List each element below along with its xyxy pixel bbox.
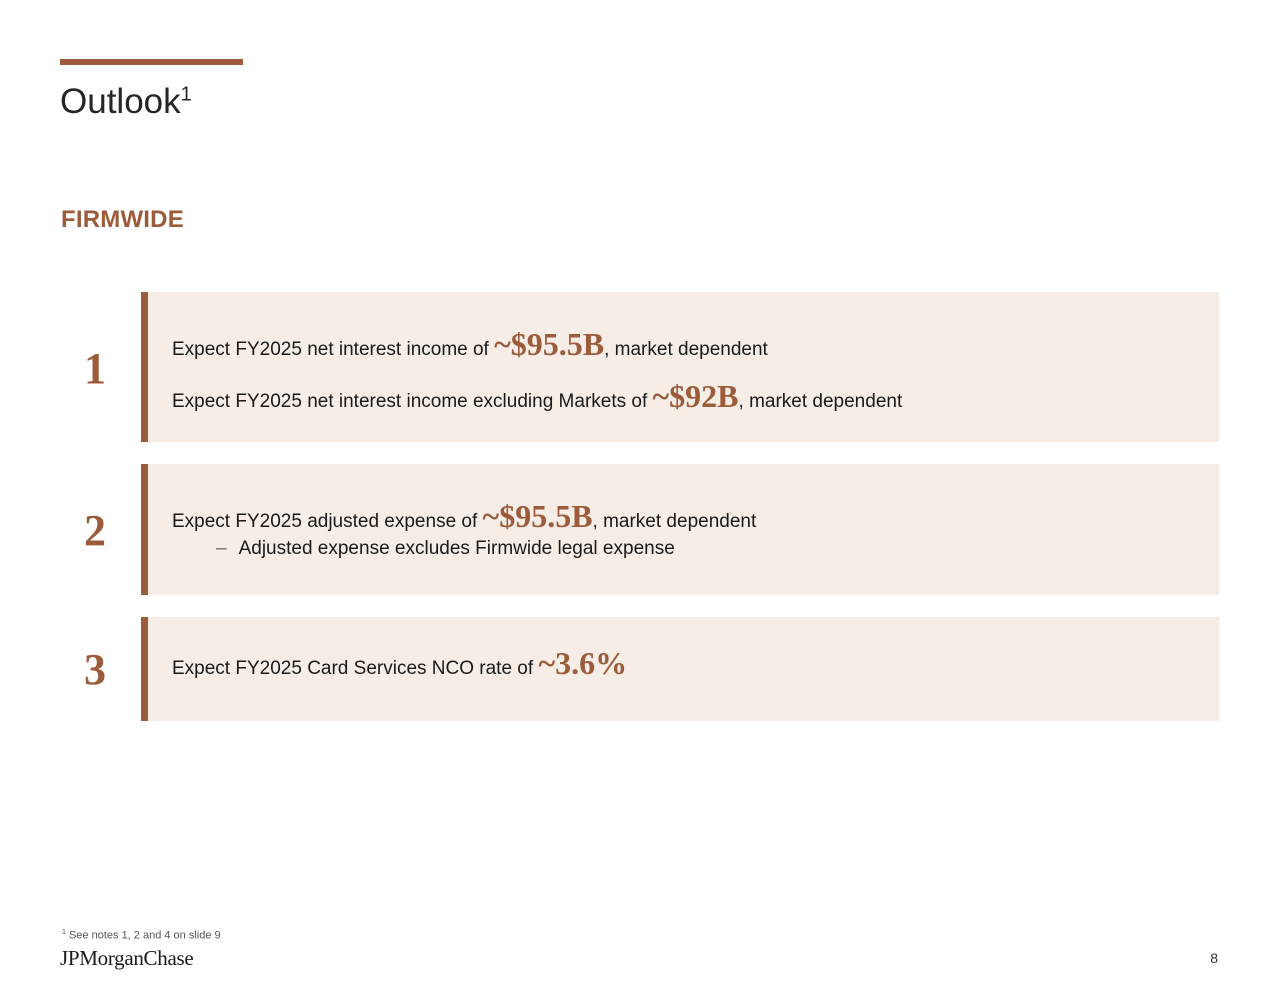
item-number-3: 3	[84, 645, 106, 694]
outlook-line: Expect FY2025 net interest income excluding Markets of ~$92B, market dependent	[172, 378, 903, 414]
footnote: $^1$ See notes 1, 2 and 4 on slide 9	[62, 929, 221, 942]
outlook-line: Expect FY2025 net interest income of ~$95.5B, market dependent	[172, 326, 768, 362]
highlight-value: ~$95.5B	[482, 498, 593, 534]
outlook-card-1	[141, 292, 1219, 442]
outlook-line: Expect FY2025 adjusted expense of ~$95.5B, market dependent	[172, 498, 757, 534]
section-heading: FIRMWIDE	[61, 206, 184, 233]
sub-bullet: – Adjusted expense excludes Firmwide legal expense	[216, 538, 675, 559]
title-accent-rule	[60, 59, 243, 65]
page-number: 8	[1210, 950, 1218, 966]
page-title: Outlook$^1$	[60, 82, 192, 121]
company-logo: JPMorganChase	[60, 946, 194, 970]
dash-bullet-icon: –	[216, 538, 227, 559]
highlight-value: ~$92B	[652, 378, 739, 414]
outlook-card-2	[141, 464, 1219, 595]
item-number-2: 2	[84, 506, 106, 555]
highlight-value: ~3.6%	[538, 645, 628, 681]
highlight-value: ~$95.5B	[494, 326, 605, 362]
item-number-1: 1	[84, 344, 106, 393]
outlook-line: Expect FY2025 Card Services NCO rate of ~3.6%	[172, 645, 628, 681]
outlook-card-3	[141, 617, 1219, 721]
title-footnote-marker: 1	[180, 83, 192, 106]
